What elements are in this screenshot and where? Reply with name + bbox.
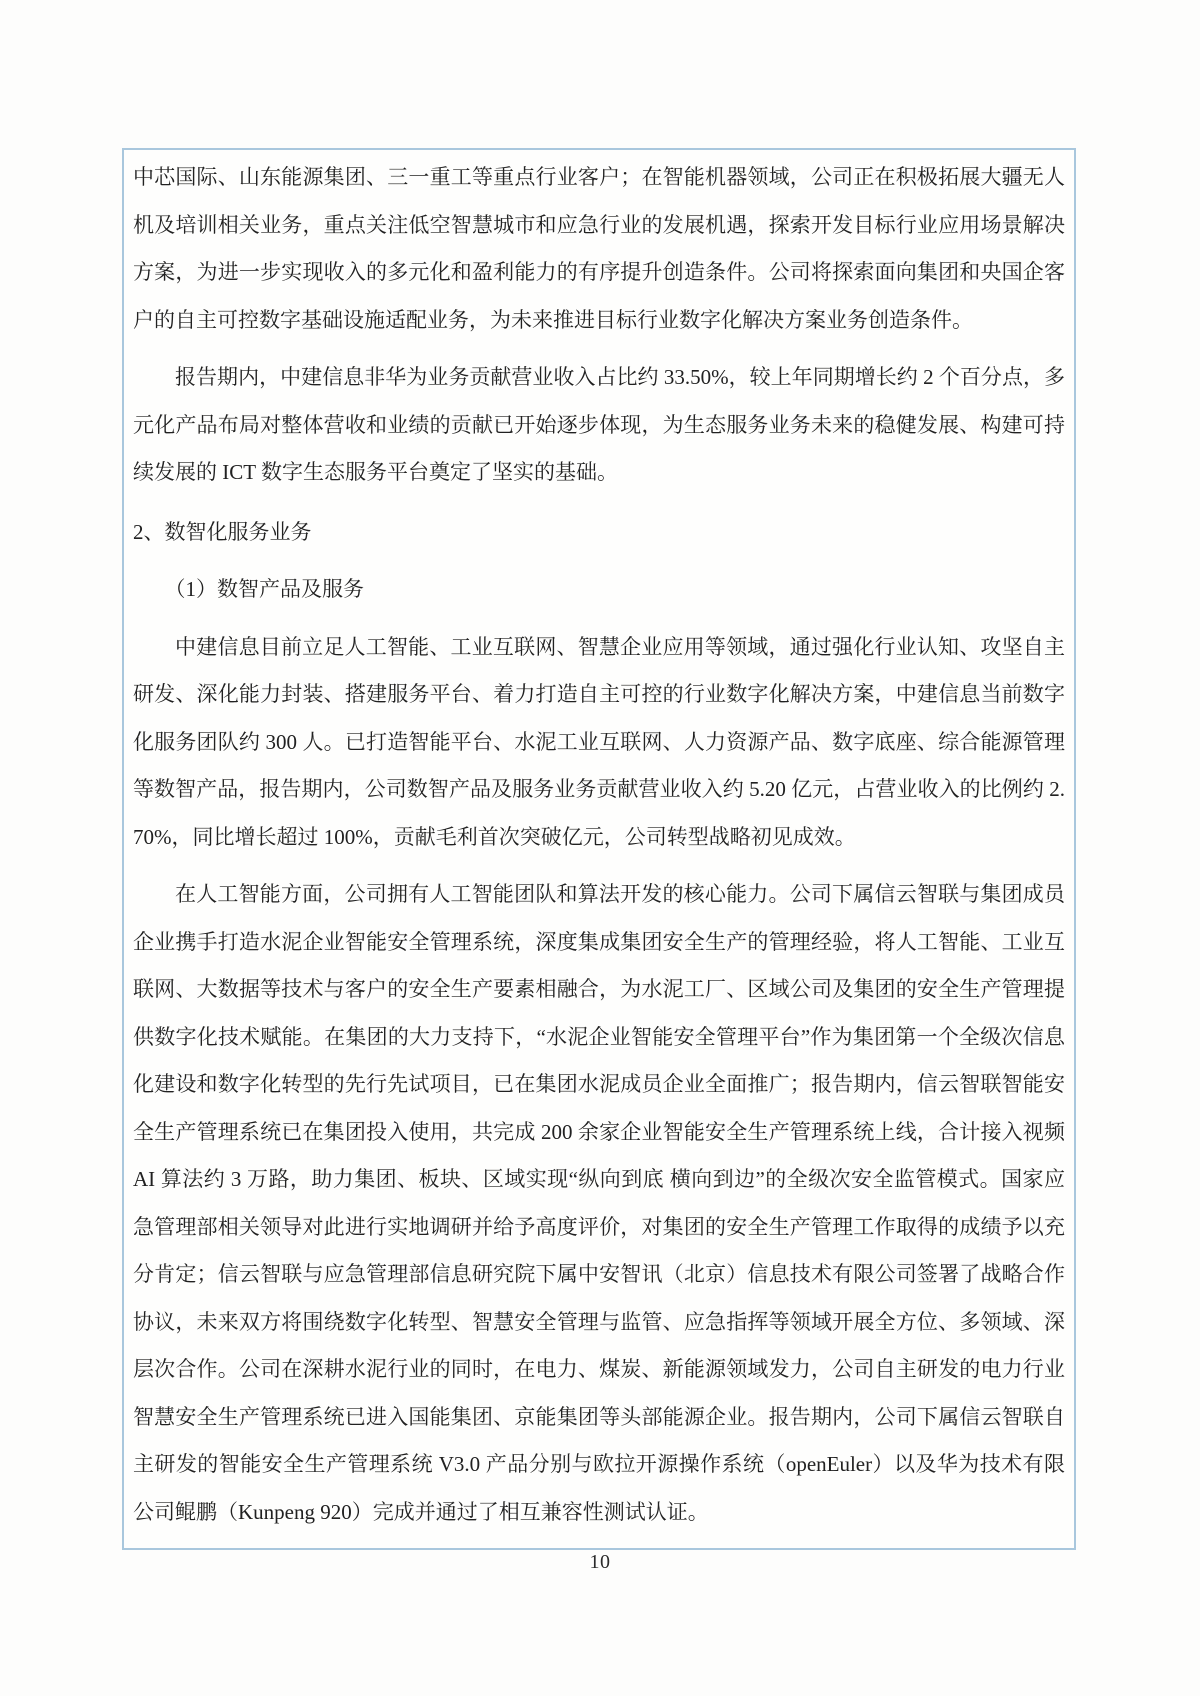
section-heading-digital-services: 2、数智化服务业务 bbox=[133, 519, 312, 544]
report-text-block bbox=[122, 148, 1076, 1550]
page-number: 10 bbox=[589, 1551, 611, 1573]
paragraph-continuation: 中芯国际、山东能源集团、三一重工等重点行业客户；在智能机器领域，公司正在积极拓展大疆无人机及培训相关业务，重点关注低空智慧城市和应急行业的发展机遇，探索开发目标行业应用场景解决方案，为进一步实现收入的多元化和盈利能力的有序提升创造条件。公司将探索面向集团和央国企客户的自主可控数字基础设施适配业务，为未来推进目标行业数字化解决方案业务创造条件。 bbox=[133, 165, 1065, 332]
paragraph-non-huawei-revenue: 报告期内，中建信息非华为业务贡献营业收入占比约 33.50%，较上年同期增长约 2 个百分点，多元化产品布局对整体营收和业绩的贡献已开始逐步体现，为生态服务业务未来的稳健发展、构建可持续发展的 ICT 数字生态服务平台奠定了坚实的基础。 bbox=[133, 365, 1065, 484]
subsection-heading-digital-products: （1）数智产品及服务 bbox=[164, 577, 364, 601]
paragraph-ai-business: 在人工智能方面，公司拥有人工智能团队和算法开发的核心能力。公司下属信云智联与集团成员企业携手打造水泥企业智能安全管理系统，深度集成集团安全生产的管理经验，将人工智能、工业互联网、大数据等技术与客户的安全生产要素相融合，为水泥工厂、区域公司及集团的安全生产管理提供数字化技术赋能。在集团的大力支持下，“水泥企业智能安全管理平台”作为集团第一个全级次信息化建设和数字化转型的先行先试项目，已在集团水泥成员企业全面推广；报告期内，信云智联智能安全生产管理系统已在集团投入使用，共完成 200 余家企业智能安全生产管理系统上线，合计接入视频 AI 算法约 3 万路，助力集团、板块、区域实现“纵向到底 横向到边”的全级次安全监管模式。国家应急管理部相关领导对此进行实地调研并给予高度评价，对集团的安全生产管理工作取得的成绩予以充分肯定；信云智联与应急管理部信息研究院下属中安智讯（北京）信息技术有限公司签署了战略合作协议，未来双方将围绕数字化转型、智慧安全管理与监管、应急指挥等领域开展全方位、多领域、深层次合作。公司在深耕水泥行业的同时，在电力、煤炭、新能源领域发力，公司自主研发的电力行业智慧安全生产管理系统已进入国能集团、京能集团等头部能源企业。报告期内，公司下属信云智联自主研发的智能安全生产管理系统 V3.0 产品分别与欧拉开源操作系统（openEuler）以及华为技术有限公司鲲鹏（Kunpeng 920）完成并通过了相互兼容性测试认证。 bbox=[133, 882, 1065, 1524]
paragraph-digital-products: 中建信息目前立足人工智能、工业互联网、智慧企业应用等领域，通过强化行业认知、攻坚自主研发、深化能力封装、搭建服务平台、着力打造自主可控的行业数字化解决方案，中建信息当前数字化服务团队约 300 人。已打造智能平台、水泥工业互联网、人力资源产品、数字底座、综合能源管理等数智产品，报告期内，公司数智产品及服务业务贡献营业收入约 5.20 亿元，占营业收入的比例约 2.70%，同比增长超过 100%，贡献毛利首次突破亿元，公司转型战略初见成效。 bbox=[133, 634, 1065, 849]
